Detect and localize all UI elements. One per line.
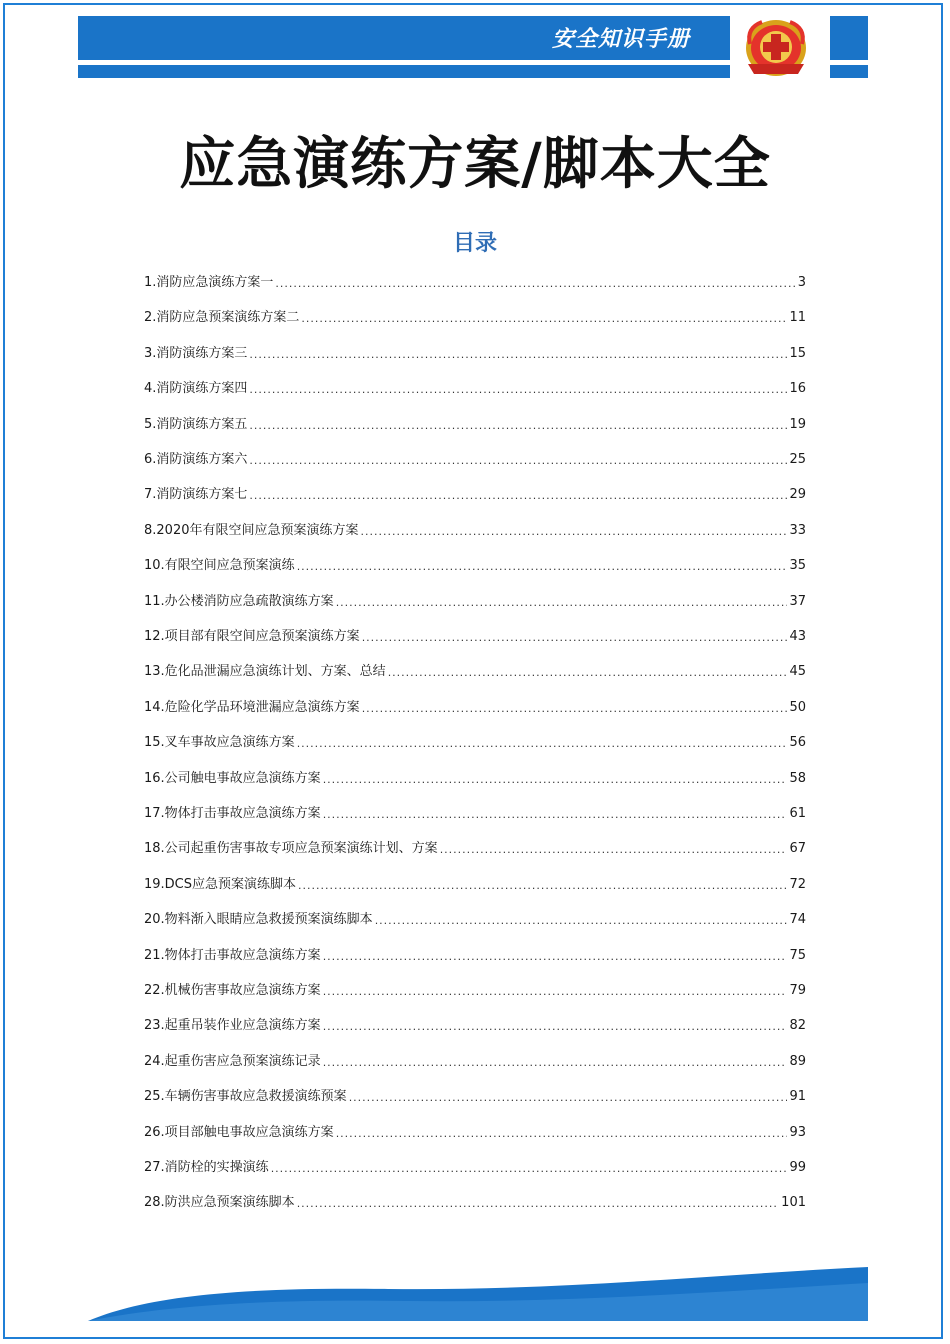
toc-dot-leader xyxy=(249,382,787,398)
toc-dot-leader xyxy=(297,559,788,575)
toc-dot-leader xyxy=(361,524,788,540)
toc-dot-leader xyxy=(323,772,788,788)
toc-entry[interactable] xyxy=(144,872,806,894)
toc-entry-page-number: 16 xyxy=(789,381,806,397)
toc-dot-leader xyxy=(323,984,788,1000)
toc-heading: 目录 xyxy=(452,231,497,256)
toc-entry[interactable] xyxy=(144,305,806,327)
toc-entry[interactable] xyxy=(144,341,806,363)
toc-dot-leader xyxy=(298,878,787,894)
toc-entry-label: 11.办公楼消防应急疏散演练方案 xyxy=(144,593,334,609)
toc-entry-page-number: 74 xyxy=(789,912,806,928)
toc-entry-page-number: 19 xyxy=(789,416,806,432)
toc-entry-label: 2.消防应急预案演练方案二 xyxy=(144,310,300,326)
toc-entry[interactable] xyxy=(144,730,806,752)
toc-entry-label: 13.危化品泄漏应急演练计划、方案、总结 xyxy=(144,664,386,680)
toc-entry[interactable] xyxy=(144,766,806,788)
toc-entry-page-number: 45 xyxy=(789,664,806,680)
toc-entry[interactable] xyxy=(144,1120,806,1142)
toc-entry[interactable] xyxy=(144,1049,806,1071)
toc-entry[interactable] xyxy=(144,801,806,823)
toc-dot-leader xyxy=(297,736,788,752)
toc-dot-leader xyxy=(249,418,787,434)
toc-entry[interactable] xyxy=(144,376,806,398)
toc-dot-leader xyxy=(375,913,788,929)
toc-dot-leader xyxy=(362,701,788,717)
toc-entry-label: 5.消防演练方案五 xyxy=(144,416,248,432)
toc-entry[interactable] xyxy=(144,589,806,611)
safety-emblem-icon xyxy=(736,14,816,78)
document-title: 应急演练方案/脚本大全 xyxy=(179,131,771,197)
toc-entry-page-number: 99 xyxy=(789,1160,806,1175)
toc-entry[interactable] xyxy=(144,1084,806,1106)
toc-entry-label: 24.起重伤害应急预案演练记录 xyxy=(144,1053,321,1069)
toc-entry[interactable] xyxy=(144,518,806,540)
toc-entry-label: 12.项目部有限空间应急预案演练方案 xyxy=(144,629,360,644)
toc-entry-page-number: 37 xyxy=(789,593,806,609)
toc-entry-label: 14.危险化学品环境泄漏应急演练方案 xyxy=(144,699,360,715)
toc-entry-label: 1.消防应急演练方案一 xyxy=(144,275,274,290)
toc-entry[interactable] xyxy=(144,836,806,858)
toc-dot-leader xyxy=(323,807,788,823)
toc-entry[interactable] xyxy=(144,553,806,575)
toc-entry[interactable] xyxy=(144,695,806,717)
toc-dot-leader xyxy=(323,1055,788,1071)
toc-entry-label: 22.机械伤害事故应急演练方案 xyxy=(144,983,321,998)
banner-title: 安全知识手册 xyxy=(551,27,690,52)
toc-dot-leader xyxy=(323,1019,788,1035)
toc-entry-page-number: 93 xyxy=(789,1124,806,1140)
toc-entry-label: 26.项目部触电事故应急演练方案 xyxy=(144,1124,334,1140)
toc-entry-label: 18.公司起重伤害事故专项应急预案演练计划、方案 xyxy=(144,841,438,857)
toc-entry-label: 28.防洪应急预案演练脚本 xyxy=(144,1195,295,1211)
toc-entry-page-number: 75 xyxy=(789,947,806,963)
header-banner-stripe xyxy=(78,65,730,78)
toc-entry-label: 21.物体打击事故应急演练方案 xyxy=(144,947,321,963)
header-banner-end-stripe xyxy=(830,65,868,78)
toc-entry[interactable] xyxy=(144,447,806,469)
header-banner xyxy=(78,16,730,60)
toc-dot-leader xyxy=(249,453,787,469)
toc-entry[interactable] xyxy=(144,978,806,1000)
toc-entry-label: 25.车辆伤害事故应急救援演练预案 xyxy=(144,1089,347,1105)
toc-entry[interactable] xyxy=(144,1155,806,1177)
toc-entry-page-number: 58 xyxy=(789,770,806,786)
toc-entry-label: 20.物料渐入眼睛应急救援预案演练脚本 xyxy=(144,912,373,928)
toc-entry-label: 17.物体打击事故应急演练方案 xyxy=(144,806,321,821)
toc-entry[interactable] xyxy=(144,907,806,929)
toc-entry-page-number: 82 xyxy=(789,1018,806,1034)
toc-dot-leader xyxy=(301,311,787,327)
toc-entry-page-number: 50 xyxy=(789,699,806,715)
toc-entry-page-number: 35 xyxy=(789,558,806,574)
toc-entry[interactable] xyxy=(144,659,806,681)
toc-entry-label: 4.消防演练方案四 xyxy=(144,381,248,397)
toc-entry-label: 23.起重吊装作业应急演练方案 xyxy=(144,1018,321,1034)
toc-entry-label: 16.公司触电事故应急演练方案 xyxy=(144,770,321,786)
toc-dot-leader xyxy=(349,1090,788,1106)
toc-entry-page-number: 43 xyxy=(789,629,806,644)
toc-entry-page-number: 72 xyxy=(789,876,806,892)
toc-entry-page-number: 33 xyxy=(789,522,806,538)
toc-entry-label: 15.叉车事故应急演练方案 xyxy=(144,735,295,751)
toc-entry-label: 8.2020年有限空间应急预案演练方案 xyxy=(144,522,359,538)
toc-entry-label: 7.消防演练方案七 xyxy=(144,487,248,503)
toc-dot-leader xyxy=(271,1161,788,1177)
toc-entry[interactable] xyxy=(144,1013,806,1035)
toc-entry[interactable] xyxy=(144,482,806,504)
toc-entry-page-number: 11 xyxy=(789,310,806,326)
toc-entry-page-number: 25 xyxy=(789,452,806,467)
toc-entry-page-number: 67 xyxy=(789,841,806,857)
toc-entry-label: 6.消防演练方案六 xyxy=(144,452,248,467)
toc-entry[interactable] xyxy=(144,624,806,646)
toc-entry[interactable] xyxy=(144,270,806,292)
toc-entry[interactable] xyxy=(144,1190,806,1212)
toc-dot-leader xyxy=(336,595,788,611)
toc-entry[interactable] xyxy=(144,412,806,434)
toc-entry-page-number: 91 xyxy=(789,1089,806,1105)
footer-wave-decoration xyxy=(88,1265,868,1323)
toc-entry-page-number: 15 xyxy=(789,345,806,361)
toc-dot-leader xyxy=(249,488,787,504)
toc-entry-page-number: 56 xyxy=(789,735,806,751)
toc-entry-label: 10.有限空间应急预案演练 xyxy=(144,558,295,574)
header-banner-end xyxy=(830,16,868,60)
toc-dot-leader xyxy=(362,630,788,646)
toc-entry-page-number: 61 xyxy=(789,806,806,821)
toc-entry[interactable] xyxy=(144,943,806,965)
toc-entry-page-number: 89 xyxy=(789,1053,806,1069)
toc-entry-label: 27.消防栓的实操演练 xyxy=(144,1160,269,1175)
toc-entry-page-number: 79 xyxy=(789,983,806,998)
toc-dot-leader xyxy=(275,276,795,292)
toc-entry-page-number: 29 xyxy=(789,487,806,503)
toc-entry-label: 3.消防演练方案三 xyxy=(144,345,248,361)
toc-dot-leader xyxy=(249,347,787,363)
toc-dot-leader xyxy=(336,1126,788,1142)
toc-dot-leader xyxy=(297,1196,779,1212)
toc-dot-leader xyxy=(323,949,788,965)
toc-entry-label: 19.DCS应急预案演练脚本 xyxy=(144,876,297,892)
toc-entry-page-number: 101 xyxy=(781,1195,806,1211)
toc-entry-page-number: 3 xyxy=(797,275,806,290)
toc-dot-leader xyxy=(388,665,788,681)
toc-dot-leader xyxy=(440,842,788,858)
